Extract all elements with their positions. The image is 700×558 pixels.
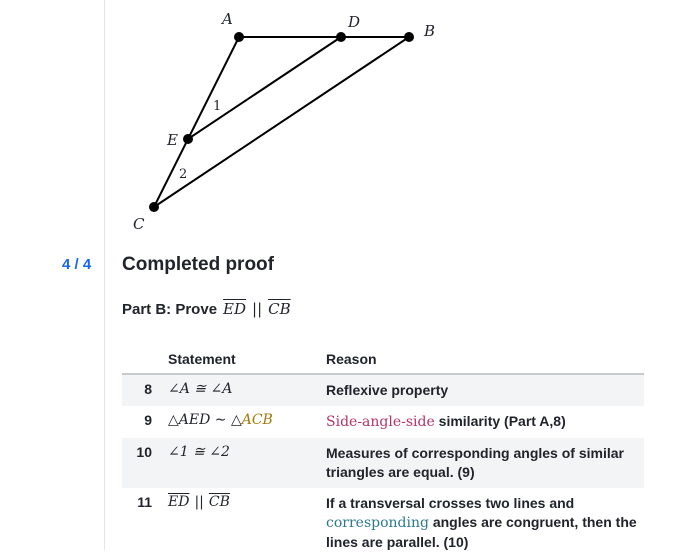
point-c (149, 202, 159, 212)
row-statement (168, 406, 326, 438)
part-b-prompt (122, 300, 291, 318)
header-num (122, 347, 168, 374)
reason-sas-link[interactable]: Side-angle-side (326, 414, 435, 430)
row-statement (168, 488, 326, 558)
reason-text-b: angles are congruent, then the lines are parallel. (10) (326, 514, 637, 550)
segment-ed: $\overline{ED}$ (168, 494, 190, 510)
reason-text-a: If a transversal crosses two lines and (326, 495, 575, 511)
row-number: 9 (144, 412, 152, 428)
parallel-symbol: || (252, 300, 263, 318)
part-b-prefix: Part B: Prove (122, 301, 218, 318)
row-statement: ∠A ≅ ∠A (168, 374, 326, 406)
table-row (122, 488, 644, 558)
segment-cb: $\overline{CB}$ (208, 494, 230, 510)
statement-similar-part: △AED ∼ △ (168, 412, 242, 428)
point-d (336, 32, 346, 42)
reason-text: similarity (Part A,8) (434, 413, 566, 429)
row-reason (326, 406, 644, 438)
part-b-math (223, 300, 291, 318)
point-e (183, 134, 193, 144)
row-reason (326, 488, 644, 558)
label-d: D (348, 13, 361, 31)
row-statement: ∠1 ≅ ∠2 (168, 438, 326, 488)
point-a (234, 32, 244, 42)
figure-lines (154, 37, 409, 207)
table-row (122, 438, 644, 488)
header-statement: Statement (168, 347, 326, 374)
proof-table (122, 347, 644, 558)
row-number: 8 (122, 374, 168, 406)
statement-acb-highlight: ACB (241, 412, 273, 428)
segment-ac (154, 37, 239, 207)
label-angle-1: 1 (213, 99, 222, 114)
section-title: Completed proof (122, 254, 274, 275)
triangle-figure (110, 0, 450, 240)
step-counter: 4 / 4 (62, 256, 92, 273)
segment-cb: $\overline{CB}$ (268, 300, 291, 318)
label-c: C (133, 215, 145, 233)
table-row (122, 406, 644, 438)
segment-de (188, 37, 341, 139)
label-angle-2: 2 (179, 167, 188, 182)
label-a: A (222, 10, 233, 28)
row-reason: Measures of corresponding angles of similar triangles are equal. (9) (326, 438, 644, 488)
row-reason: Reflexive property (326, 374, 644, 406)
segment-ed: $\overline{ED}$ (223, 300, 247, 318)
label-e: E (167, 131, 178, 149)
content-gutter-line (104, 0, 105, 550)
table-row (122, 374, 644, 406)
segment-bc (154, 37, 409, 207)
parallel-symbol: || (194, 494, 204, 510)
point-b (404, 32, 414, 42)
header-reason: Reason (326, 347, 644, 374)
label-b: B (424, 22, 436, 40)
reason-corresponding-link[interactable]: corresponding (326, 515, 429, 531)
row-number: 11 (137, 494, 152, 510)
proof-table-header (122, 347, 644, 374)
row-number: 10 (122, 438, 168, 488)
